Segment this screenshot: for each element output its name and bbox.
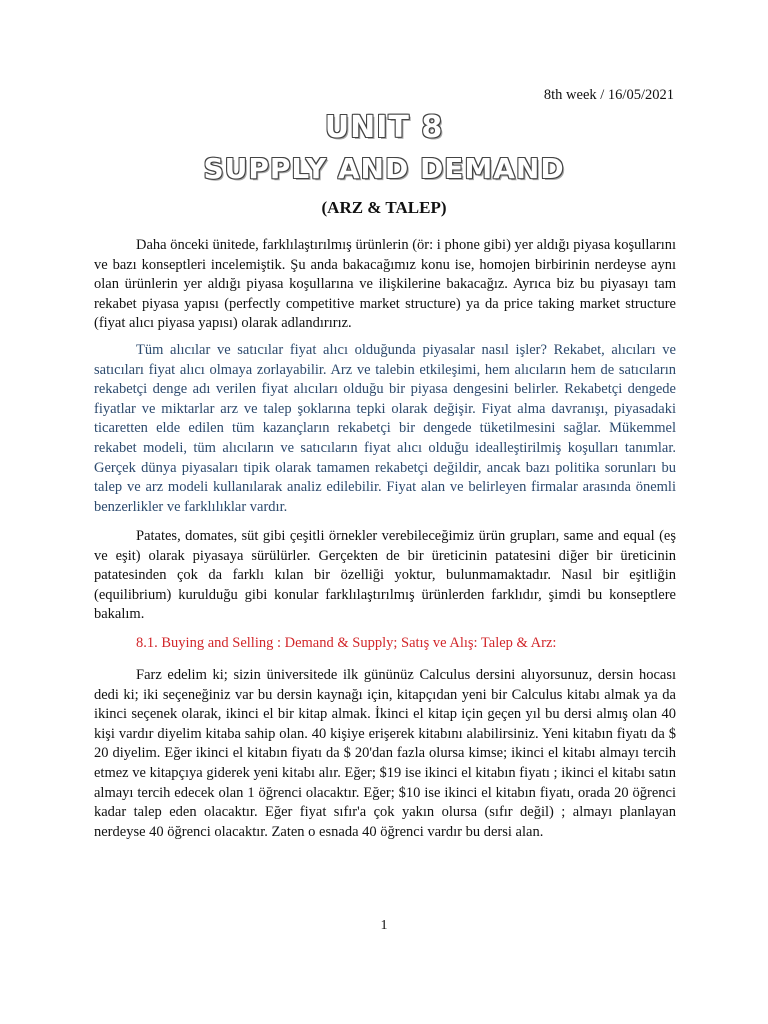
subtitle: (ARZ & TALEP) bbox=[321, 198, 447, 217]
date-line: 8th week / 16/05/2021 bbox=[543, 87, 674, 103]
paragraph-calculus: Farz edelim ki; sizin üniversitede ilk gününüz Calculus dersini alıyorsunuz, dersin hocası dedi ki; iki seçeneğiniz var bu dersin kaynağı için, kitapçıdan yeni bir Calculus kitabı almak ya da ikinci seçenek olarak, ikinci el bir kitap almak. İkinci el kitap için geçen yıl bu dersi almış olan 40 kişi vardır diyelim kitaba sahip olan. 40 kişiye erişerek kitabını alabilirsiniz. Yeni kitabın fiyatı da $ 20 diyelim. Eğer ikinci el kitabın fiyatı da $ 20'dan fazla olursa kimse; ikinci el kitabı almayı tercih etmez ve kitapçıya giderek yeni kitabı alır. Eğer; $19 ise ikinci el kitabın fiyatı ; ikinci el kitabı satın almayı tercih edecek olan 1 öğrenci olacaktır. Eğer; $10 ise ikinci el kitabın fiyatı, orada 20 öğrenci kadar talep eden olacaktır. Eğer fiyat sıfır'a çok yakın olursa (sıfır değil) ; almayı planlayan nerdeyse 40 öğrenci olacaktır. Zaten o esnada 40 öğrenci vardır bu dersi alan. bbox=[94, 667, 676, 840]
paragraph-competition: Tüm alıcılar ve satıcılar fiyat alıcı olduğunda piyasalar nasıl işler? Rekabet, alıcıları ve satıcıları fiyat alıcı olmaya zorlayabilir. Arz ve talebin etkileşimi, hem alıcıların hem de satıcıların rekabetçi denge adı verilen fiyat alıcıları olduğu bir piyasa dengesini belirler. Rekabetçi dengede fiyatlar ve miktarlar arz ve talep şoklarına tepki olarak değişir. Fiyat alma davranışı, piyasadaki ticaretten elde edilen tüm kazançların rekabetçi bir dengede tüketilmesini sağlar. Mükemmel rekabet modeli, tüm alıcıların ve satıcıların fiyat alıcı olduğu idealleştirilmiş koşulları tanımlar. Gerçek dünya piyasaları tipik olarak tamamen rekabetçi değildir, ancak bazı politika sorunları bu talep ve arz modeli kullanılarak analiz edilebilir. Fiyat alan ve belirleyen firmalar arasında önemli benzerlikler ve farklılıklar vardır. bbox=[94, 342, 676, 515]
paragraph-intro: Daha önceki ünitede, farklılaştırılmış ürünlerin (ör: i phone gibi) yer aldığı piyasa koşullarını ve bazı konseptleri incelemiştik. Şu anda bakacağımız konu ise, homojen birbirinin nerdeyse aynı olan ürünlerin yer aldığı piyasa koşullarına ve ilişkilerine bakacağız. Ayrıca biz bu piyasayı tam rekabet piyasa yapısı (perfectly competitive market structure) ya da price taking market structure (fiyat alıcı piyasa yapısı) olarak adlandırırız. bbox=[94, 237, 676, 332]
unit-topic-title: SUPPLY AND DEMAND bbox=[203, 152, 565, 185]
unit-title: UNIT 8 bbox=[324, 110, 444, 145]
page-number: 1 bbox=[380, 918, 388, 933]
paragraph-examples: Patates, domates, süt gibi çeşitli örnekler verebileceğimiz ürün grupları, same and equal (eş ve eşit) olarak piyasaya sürülürler. Gerçekten de bir üreticinin patatesini diğer bir üreticinin patatesinden çok da farklı kılan bir özelliği yoktur, bulunmamaktadır. Nasıl bir eşitliğin (equilibrium) kurulduğu gibi konular farklılaştırılmış ürünlerden farklıdır, şimdi bu konseptlere bakalım. bbox=[94, 528, 676, 623]
section-heading: 8.1. Buying and Selling : Demand & Supply; Satış ve Alış: Talep & Arz: bbox=[136, 635, 557, 651]
